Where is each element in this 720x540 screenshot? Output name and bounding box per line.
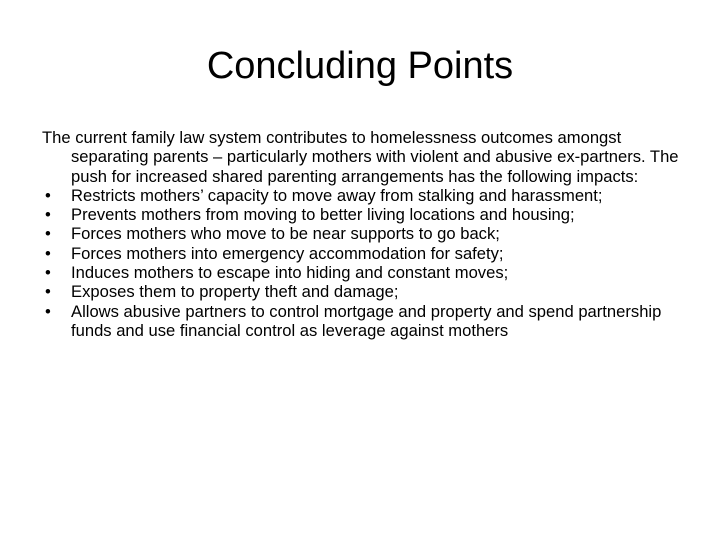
list-item [42, 244, 682, 263]
slide-body [42, 128, 682, 340]
bullet-icon: • [45, 301, 51, 321]
list-item-text: Induces mothers to escape into hiding and constant moves; [71, 263, 509, 283]
bullet-icon: • [45, 224, 51, 244]
bullet-icon: • [45, 243, 51, 263]
list-item [42, 302, 682, 341]
impacts-list [42, 186, 682, 340]
list-item [42, 205, 682, 224]
list-item-text: Restricts mothers’ capacity to move away from stalking and harassment; [71, 185, 603, 205]
list-item-text: Allows abusive partners to control mortgage and property and spend partnership funds and use financial control as leverage against mothers [71, 301, 662, 340]
bullet-icon: • [45, 263, 51, 283]
bullet-icon: • [45, 205, 51, 225]
intro-paragraph: The current family law system contributes to homelessness outcomes amongst separating parents – particularly mothers with violent and abusive ex-partners. The push for increased shared parenting arrangements has the following impacts: [42, 128, 679, 186]
list-item [42, 224, 682, 243]
slide-title: Concluding Points [206, 45, 514, 87]
list-item-text: Prevents mothers from moving to better living locations and housing; [71, 205, 575, 225]
bullet-icon: • [45, 282, 51, 302]
list-item [42, 263, 682, 282]
list-item [42, 186, 682, 205]
list-item-text: Forces mothers into emergency accommodation for safety; [71, 243, 504, 263]
list-item [42, 282, 682, 301]
list-item-text: Exposes them to property theft and damage; [71, 282, 399, 302]
bullet-icon: • [45, 185, 51, 205]
list-item-text: Forces mothers who move to be near supports to go back; [71, 224, 500, 244]
